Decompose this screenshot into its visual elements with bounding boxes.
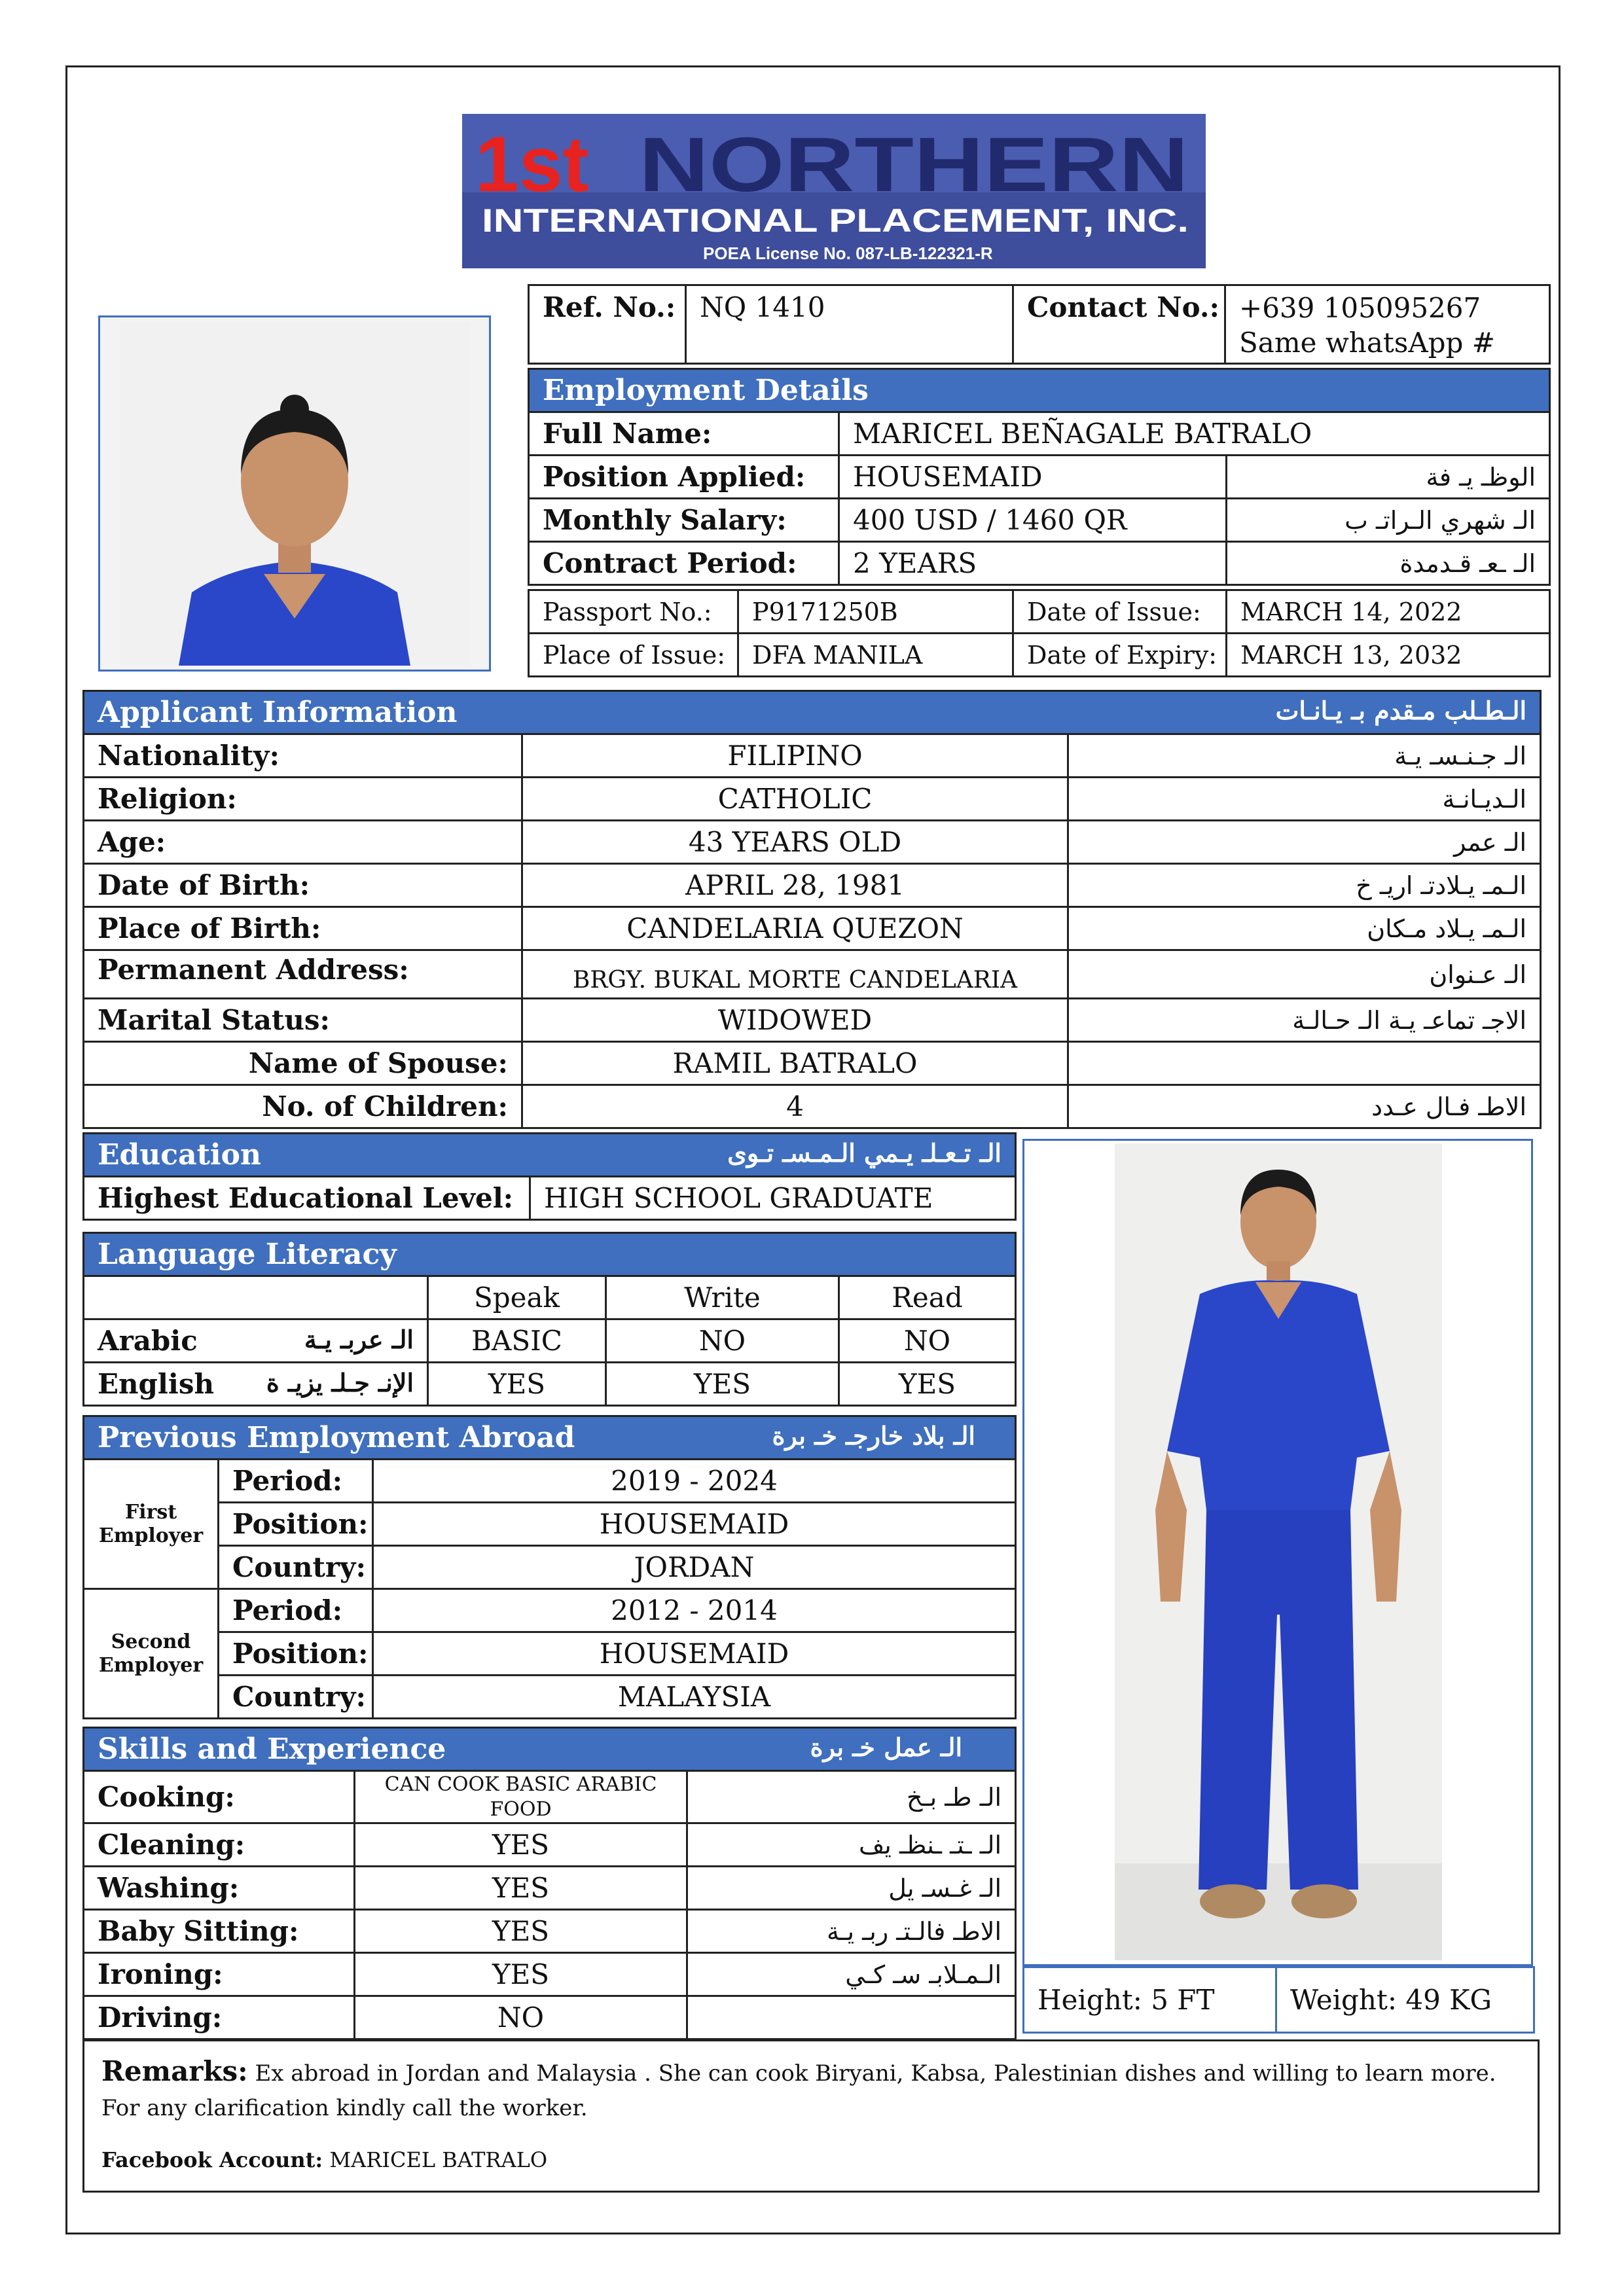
cleaning-label: Cleaning: — [84, 1823, 355, 1867]
second-country-label: Country: — [219, 1676, 373, 1719]
height-value: Height: 5 FT — [1024, 1967, 1276, 2033]
measurements-table — [1022, 1966, 1535, 2034]
washing-label: Washing: — [84, 1867, 355, 1910]
address-arabic: الـ عـنوان — [1068, 950, 1541, 999]
age-arabic: الـ عمر — [1068, 821, 1541, 864]
contact-value: +639 105095267 — [1239, 292, 1481, 324]
babysitting-value: YES — [355, 1910, 687, 1953]
expiry-date-value: MARCH 13, 2032 — [1227, 634, 1550, 677]
col-read: Read — [839, 1276, 1016, 1319]
marital-value: WIDOWED — [522, 999, 1068, 1042]
logo-brand: NORTHERN — [639, 122, 1189, 208]
cleaning-arabic: الـ ـتـ ـنظـ يف — [687, 1823, 1016, 1867]
applicant-title-arabic: الـطـلب مـقدم بـ يـانـات — [1275, 696, 1527, 725]
dob-label: Date of Birth: — [84, 864, 522, 907]
logo-prefix: 1st — [475, 120, 589, 208]
english-write: YES — [606, 1363, 839, 1406]
children-value: 4 — [522, 1085, 1068, 1128]
driving-arabic — [687, 1996, 1016, 2039]
dob-value: APRIL 28, 1981 — [522, 864, 1068, 907]
arabic-write: NO — [606, 1319, 839, 1363]
passport-no-label: Passport No.: — [529, 590, 738, 634]
nationality-label: Nationality: — [84, 734, 522, 778]
pob-label: Place of Birth: — [84, 907, 522, 950]
english-read: YES — [839, 1363, 1016, 1406]
religion-arabic: الـديـانـة — [1068, 778, 1541, 821]
language-table — [82, 1232, 1017, 1407]
previous-title: Previous Employment Abroad — [98, 1421, 575, 1454]
cleaning-value: YES — [355, 1823, 687, 1867]
children-arabic: الاطـ فـال عـدد — [1068, 1085, 1541, 1128]
education-title: Education — [98, 1138, 261, 1172]
education-table — [82, 1132, 1017, 1221]
skills-table — [82, 1727, 1017, 2040]
issue-place-value: DFA MANILA — [738, 634, 1013, 677]
religion-label: Religion: — [84, 778, 522, 821]
position-arabic: الوظـ يـ فة — [1227, 456, 1550, 499]
remarks-text: Ex abroad in Jordan and Malaysia . She can cook Biryani, Kabsa, Palestinian dishes and willing to learn more. For any clarification kindly call the worker. — [101, 2060, 1496, 2121]
facebook-value: MARICEL BATRALO — [329, 2147, 548, 2172]
ref-label: Ref. No.: — [529, 285, 686, 364]
remarks-label: Remarks: — [101, 2055, 248, 2087]
dob-arabic: الـمـ يـلادتـ اريـ خ — [1068, 864, 1541, 907]
babysitting-label: Baby Sitting: — [84, 1910, 355, 1953]
english-lang-label: English — [98, 1368, 215, 1400]
first-period-label: Period: — [219, 1460, 373, 1503]
skills-title: Skills and Experience — [98, 1732, 446, 1766]
second-position-label: Position: — [219, 1632, 373, 1676]
passport-no-value: P9171250B — [738, 590, 1013, 634]
spouse-label: Name of Spouse: — [84, 1042, 522, 1085]
previous-title-arabic: الـ بلاد خارجـ خـ برة — [772, 1421, 975, 1450]
ironing-value: YES — [355, 1953, 687, 1996]
religion-value: CATHOLIC — [522, 778, 1068, 821]
contract-value: 2 YEARS — [839, 542, 1227, 585]
babysitting-arabic: الاطـ فالـتـ ربـ يـة — [687, 1910, 1016, 1953]
ironing-label: Ironing: — [84, 1953, 355, 1996]
contact-label: Contact No.: — [1013, 285, 1225, 364]
arabic-speak: BASIC — [428, 1319, 606, 1363]
expiry-date-label: Date of Expiry: — [1013, 634, 1227, 677]
ref-value: NQ 1410 — [686, 285, 1013, 364]
age-value: 43 YEARS OLD — [522, 821, 1068, 864]
employment-title: Employment Details — [529, 369, 1550, 412]
second-country-value: MALAYSIA — [373, 1676, 1016, 1719]
pob-value: CANDELARIA QUEZON — [522, 907, 1068, 950]
second-period-value: 2012 - 2014 — [373, 1589, 1016, 1632]
contact-note: Same whatsApp # — [1239, 326, 1495, 359]
weight-value: Weight: 49 KG — [1276, 1967, 1534, 2033]
spouse-arabic — [1068, 1042, 1541, 1085]
passport-table — [528, 589, 1551, 677]
cooking-value: CAN COOK BASIC ARABIC FOOD — [355, 1771, 687, 1823]
issue-date-value: MARCH 14, 2022 — [1227, 590, 1550, 634]
first-employer-label: First Employer — [84, 1460, 219, 1589]
applicant-title: Applicant Information — [98, 696, 458, 729]
first-country-value: JORDAN — [373, 1546, 1016, 1589]
salary-label: Monthly Salary: — [529, 499, 839, 542]
driving-label: Driving: — [84, 1996, 355, 2039]
col-write: Write — [606, 1276, 839, 1319]
position-label: Position Applied: — [529, 456, 839, 499]
issue-date-label: Date of Issue: — [1013, 590, 1227, 634]
english-lang-arabic: الإنـ جـلـ يزيـ ة — [266, 1368, 414, 1397]
second-employer-label: Second Employer — [84, 1589, 219, 1719]
salary-arabic: الـ شهري الـراتـ ب — [1227, 499, 1550, 542]
language-title: Language Literacy — [84, 1233, 1016, 1276]
skills-title-arabic: الـ عمل خـ برة — [810, 1732, 963, 1762]
first-position-label: Position: — [219, 1503, 373, 1546]
facebook-label: Facebook Account: — [101, 2147, 323, 2172]
cooking-arabic: الـ طـ بـخ — [687, 1771, 1016, 1823]
logo-license: POEA License No. 087-LB-122321-R — [703, 243, 993, 263]
driving-value: NO — [355, 1996, 687, 2039]
age-label: Age: — [84, 821, 522, 864]
pob-arabic: الـمـ يـلاد مـكان — [1068, 907, 1541, 950]
cooking-label: Cooking: — [84, 1771, 355, 1823]
education-value: HIGH SCHOOL GRADUATE — [530, 1177, 1016, 1220]
washing-value: YES — [355, 1867, 687, 1910]
arabic-lang-label: Arabic — [98, 1325, 198, 1357]
company-logo — [462, 114, 1206, 268]
issue-place-label: Place of Issue: — [529, 634, 738, 677]
employment-details-table — [528, 368, 1551, 586]
fullname-label: Full Name: — [529, 412, 839, 456]
fullbody-photo — [1115, 1143, 1442, 1960]
nationality-arabic: الـ جـنـسـ يـة — [1068, 734, 1541, 778]
marital-arabic: الاجـ تماعـ يـة الـ حـالـة — [1068, 999, 1541, 1042]
ref-contact-table — [528, 284, 1551, 365]
col-speak: Speak — [428, 1276, 606, 1319]
previous-employment-table — [82, 1415, 1017, 1719]
children-label: No. of Children: — [84, 1085, 522, 1128]
address-label: Permanent Address: — [84, 950, 522, 999]
address-value: BRGY. BUKAL MORTE CANDELARIA — [522, 950, 1068, 999]
position-value: HOUSEMAID — [839, 456, 1227, 499]
nationality-value: FILIPINO — [522, 734, 1068, 778]
fullbody-photo-frame — [1022, 1139, 1533, 1966]
education-label: Highest Educational Level: — [84, 1177, 530, 1220]
contract-label: Contract Period: — [529, 542, 839, 585]
first-country-label: Country: — [219, 1546, 373, 1589]
first-period-value: 2019 - 2024 — [373, 1460, 1016, 1503]
ironing-arabic: الـمـلابـ سـ كـي — [687, 1953, 1016, 1996]
arabic-read: NO — [839, 1319, 1016, 1363]
fullname-value: MARICEL BEÑAGALE BATRALO — [839, 412, 1550, 456]
contract-arabic: الـ ـعـ قـدمدة — [1227, 542, 1550, 585]
salary-value: 400 USD / 1460 QR — [839, 499, 1227, 542]
applicant-info-table — [82, 690, 1542, 1129]
second-period-label: Period: — [219, 1589, 373, 1632]
english-speak: YES — [428, 1363, 606, 1406]
marital-label: Marital Status: — [84, 999, 522, 1042]
remarks-box — [82, 2039, 1540, 2193]
washing-arabic: الـ غـسـ يل — [687, 1867, 1016, 1910]
education-title-arabic: الـ تـعـلـ يـمي الـمـسـ تـوى — [727, 1138, 1001, 1168]
arabic-lang-arabic: الـ عربـ يـة — [304, 1325, 414, 1354]
first-position-value: HOUSEMAID — [373, 1503, 1016, 1546]
portrait-photo — [98, 315, 491, 672]
logo-company: INTERNATIONAL PLACEMENT, INC. — [482, 202, 1189, 239]
second-position-value: HOUSEMAID — [373, 1632, 1016, 1676]
spouse-value: RAMIL BATRALO — [522, 1042, 1068, 1085]
